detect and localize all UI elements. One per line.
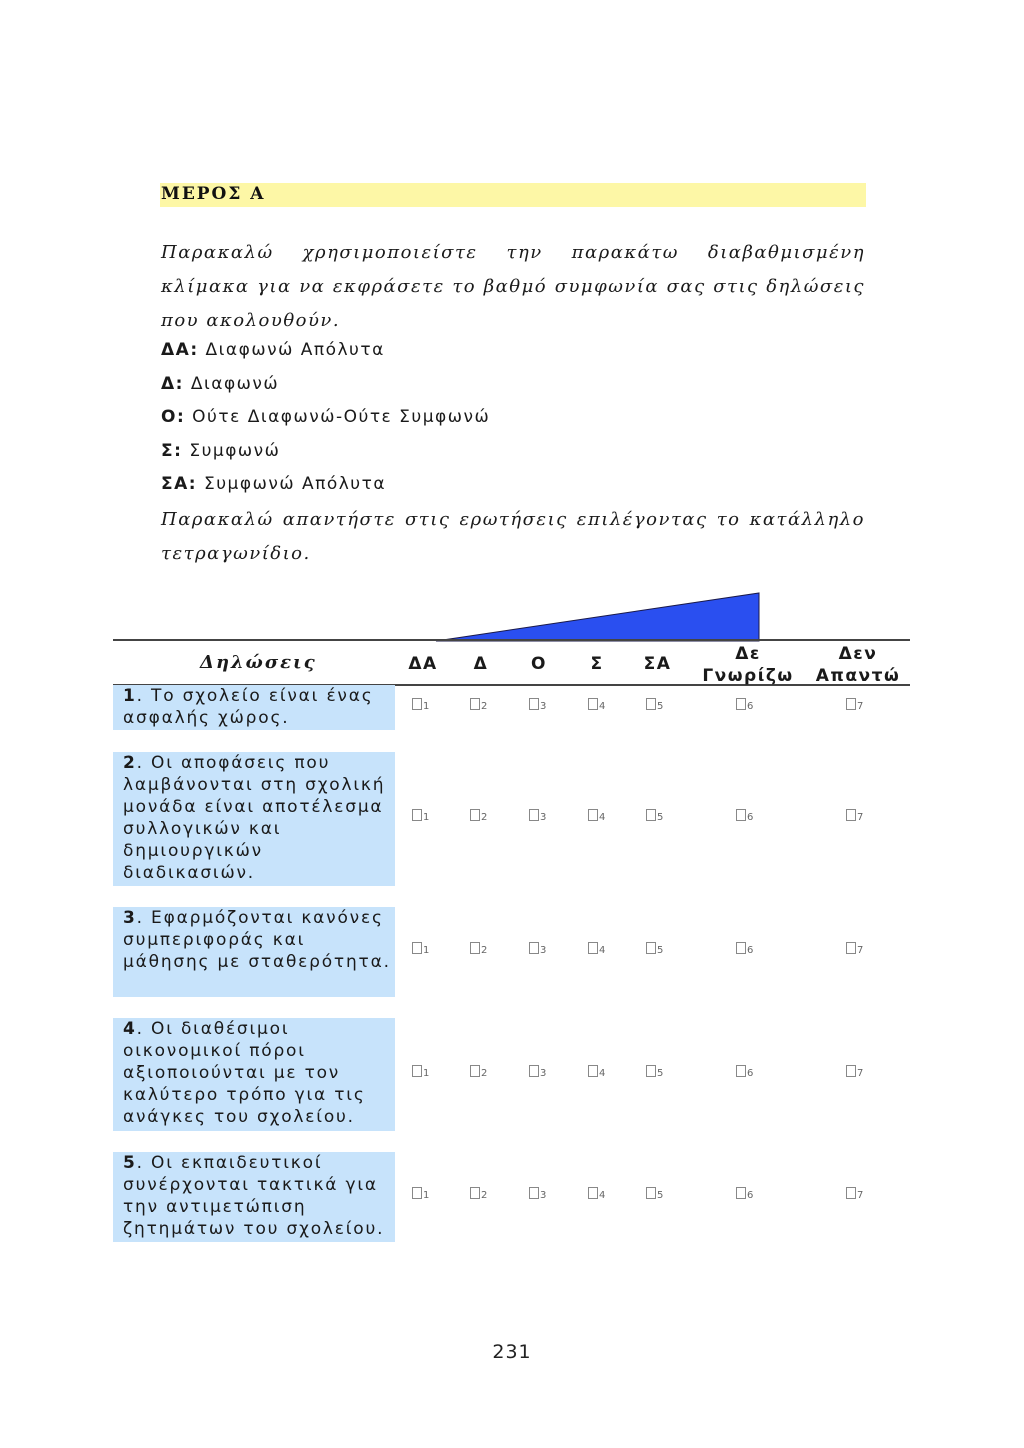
checkbox-square-icon[interactable] (412, 698, 422, 710)
answer-checkbox-6[interactable] (736, 1065, 753, 1077)
checkbox-square-icon[interactable] (470, 1065, 480, 1077)
answer-checkbox-1[interactable] (412, 698, 429, 710)
statement-number: 4 (123, 1019, 137, 1039)
option-number: 5 (657, 1067, 664, 1079)
option-number: 4 (599, 1067, 606, 1079)
answer-checkbox-3[interactable] (529, 942, 546, 954)
scale-triangle (436, 593, 759, 641)
checkbox-square-icon[interactable] (646, 1187, 656, 1199)
option-number: 2 (481, 945, 488, 956)
answer-checkbox-2[interactable] (470, 1187, 487, 1199)
option-number: 7 (857, 812, 864, 823)
answer-checkbox-3[interactable] (529, 809, 546, 821)
instruction-paragraph: Παρακαλώ απαντήστε στις ερωτήσεις επιλέγοντας το κατάλληλο τετραγωνίδιο. (161, 509, 865, 564)
checkbox-square-icon[interactable] (588, 698, 598, 710)
checkbox-square-icon[interactable] (588, 942, 598, 954)
option-number: 1 (423, 945, 430, 956)
checkbox-square-icon[interactable] (736, 698, 746, 710)
answer-checkbox-3[interactable] (529, 1187, 546, 1199)
checkbox-square-icon[interactable] (412, 809, 422, 821)
legend-meaning: Συμφωνώ Απόλυτα (203, 474, 387, 494)
statement-cell (113, 1018, 395, 1131)
answer-checkbox-5[interactable] (646, 1065, 663, 1077)
answer-checkbox-4[interactable] (588, 698, 605, 710)
checkbox-square-icon[interactable] (470, 1187, 480, 1199)
checkbox-square-icon[interactable] (846, 809, 856, 821)
option-number: 6 (747, 700, 754, 712)
statement-text: . Εφαρμόζονται κανόνες συμπεριφοράς και μάθησης με σταθερότητα. (123, 908, 391, 972)
option-number: 4 (599, 812, 606, 823)
checkbox-square-icon[interactable] (529, 1065, 539, 1077)
answer-checkbox-7[interactable] (846, 942, 863, 954)
legend-code: ΔΑ: (161, 340, 199, 360)
legend-meaning: Ούτε Διαφωνώ-Ούτε Συμφωνώ (192, 407, 491, 427)
statement-cell (113, 907, 395, 997)
answer-checkbox-5[interactable] (646, 809, 663, 821)
option-number: 3 (540, 812, 547, 823)
answer-checkbox-4[interactable] (588, 809, 605, 821)
checkbox-square-icon[interactable] (846, 942, 856, 954)
answer-checkbox-7[interactable] (846, 809, 863, 821)
legend-meaning: Διαφωνώ Απόλυτα (205, 340, 385, 360)
option-number: 6 (747, 945, 754, 956)
col-header-s: Σ (590, 654, 604, 674)
answer-checkbox-2[interactable] (470, 809, 487, 821)
option-number: 5 (657, 812, 664, 823)
checkbox-square-icon[interactable] (529, 809, 539, 821)
checkbox-square-icon[interactable] (736, 1065, 746, 1077)
col-header-line: Δε (735, 644, 761, 664)
option-number: 2 (481, 812, 488, 823)
checkbox-square-icon[interactable] (588, 809, 598, 821)
checkbox-square-icon[interactable] (529, 1187, 539, 1199)
option-number: 5 (657, 945, 664, 956)
checkbox-square-icon[interactable] (846, 1065, 856, 1077)
legend-code: Δ: (161, 374, 184, 394)
legend-code: Σ: (161, 441, 183, 461)
col-header-d: Δ (473, 654, 489, 674)
checkbox-square-icon[interactable] (529, 942, 539, 954)
statement-text: . Οι αποφάσεις που λαμβάνονται στη σχολική μονάδα είναι αποτέλεσμα συλλογικών και δημιουργικών διαδικασιών. (123, 753, 386, 883)
checkbox-square-icon[interactable] (736, 809, 746, 821)
col-header-o: Ο (531, 654, 547, 674)
answer-checkbox-6[interactable] (736, 942, 753, 954)
option-number: 3 (540, 700, 547, 712)
col-header-line: Δεν (838, 644, 878, 664)
checkbox-square-icon[interactable] (470, 698, 480, 710)
answer-checkbox-1[interactable] (412, 809, 429, 821)
answer-checkbox-4[interactable] (588, 1065, 605, 1077)
answer-checkbox-4[interactable] (588, 1187, 605, 1199)
statement-number: 5 (123, 1153, 137, 1173)
statement-cell (113, 1152, 395, 1242)
answer-checkbox-1[interactable] (412, 942, 429, 954)
answer-checkbox-7[interactable] (846, 1065, 863, 1077)
legend-code: Ο: (161, 407, 186, 427)
checkbox-square-icon[interactable] (412, 942, 422, 954)
option-number: 4 (599, 945, 606, 956)
statement-number: 2 (123, 753, 137, 773)
answer-checkbox-3[interactable] (529, 1065, 546, 1077)
checkbox-square-icon[interactable] (588, 1065, 598, 1077)
answer-checkbox-3[interactable] (529, 698, 546, 710)
page-number: 231 (492, 1341, 532, 1363)
checkbox-square-icon[interactable] (470, 809, 480, 821)
option-number: 6 (747, 1067, 754, 1079)
answer-checkbox-7[interactable] (846, 1187, 863, 1199)
answer-checkbox-5[interactable] (646, 698, 663, 710)
checkbox-square-icon[interactable] (529, 698, 539, 710)
answer-checkbox-1[interactable] (412, 1065, 429, 1077)
option-number: 4 (599, 1190, 606, 1201)
col-header-da: ΔΑ (408, 654, 438, 674)
statement-text: . Οι εκπαιδευτικοί συνέρχονται τακτικά για την αντιμετώπιση ζητημάτων του σχολείου. (123, 1153, 385, 1239)
checkbox-square-icon[interactable] (412, 1187, 422, 1199)
statement-number: 1 (123, 686, 137, 706)
option-number: 5 (657, 700, 664, 712)
col-header-line: Απαντώ (815, 666, 901, 686)
option-number: 6 (747, 1190, 754, 1201)
answer-checkbox-2[interactable] (470, 1065, 487, 1077)
statement-cell (113, 685, 395, 730)
col-header-line: Γνωρίζω (702, 666, 794, 686)
checkbox-square-icon[interactable] (846, 698, 856, 710)
checkbox-square-icon[interactable] (736, 942, 746, 954)
col-header-dont-know (693, 643, 803, 687)
option-number: 1 (423, 1067, 430, 1079)
statement-text: . Οι διαθέσιμοι οικονομικοί πόροι αξιοποιούνται με τον καλύτερο τρόπο για τις ανάγκες του σχολείου. (123, 1019, 366, 1127)
option-number: 5 (657, 1190, 664, 1201)
answer-checkbox-6[interactable] (736, 809, 753, 821)
answer-checkbox-7[interactable] (846, 698, 863, 710)
statements-header: Δηλώσεις (200, 652, 317, 673)
col-header-no-answer (808, 643, 908, 687)
option-number: 7 (857, 945, 864, 956)
option-number: 2 (481, 1190, 488, 1201)
answer-checkbox-2[interactable] (470, 942, 487, 954)
option-number: 4 (599, 700, 606, 712)
checkbox-square-icon[interactable] (646, 942, 656, 954)
answer-checkbox-2[interactable] (470, 698, 487, 710)
checkbox-square-icon[interactable] (846, 1187, 856, 1199)
statement-number: 3 (123, 908, 137, 928)
option-number: 3 (540, 1190, 547, 1201)
checkbox-square-icon[interactable] (470, 942, 480, 954)
checkbox-square-icon[interactable] (646, 698, 656, 710)
option-number: 3 (540, 945, 547, 956)
statement-cell (113, 752, 395, 886)
section-title: ΜΕΡΟΣ Α (161, 184, 266, 204)
answer-checkbox-4[interactable] (588, 942, 605, 954)
intro-paragraph: Παρακαλώ χρησιμοποιείστε την παρακάτω διαβαθμισμένη κλίμακα για να εκφράσετε το βαθμό συμφωνία σας στις δηλώσεις που ακολουθούν. (161, 242, 865, 331)
option-number: 7 (857, 700, 864, 712)
option-number: 1 (423, 700, 430, 712)
table-top-rule (113, 639, 910, 641)
checkbox-square-icon[interactable] (646, 1065, 656, 1077)
checkbox-square-icon[interactable] (736, 1187, 746, 1199)
option-number: 7 (857, 1190, 864, 1201)
legend-code: ΣΑ: (161, 474, 198, 494)
checkbox-square-icon[interactable] (412, 1065, 422, 1077)
legend-meaning: Διαφωνώ (190, 374, 280, 394)
answer-checkbox-5[interactable] (646, 942, 663, 954)
answer-checkbox-6[interactable] (736, 698, 753, 710)
agreement-scale-wedge (0, 0, 1024, 700)
option-number: 2 (481, 1067, 488, 1079)
option-number: 3 (540, 1067, 547, 1079)
answer-checkbox-5[interactable] (646, 1187, 663, 1199)
legend-meaning: Συμφωνώ (189, 441, 281, 461)
option-number: 6 (747, 812, 754, 823)
checkbox-square-icon[interactable] (646, 809, 656, 821)
option-number: 7 (857, 1067, 864, 1079)
option-number: 2 (481, 700, 488, 712)
answer-checkbox-6[interactable] (736, 1187, 753, 1199)
answer-checkbox-1[interactable] (412, 1187, 429, 1199)
option-number: 1 (423, 1190, 430, 1201)
checkbox-square-icon[interactable] (588, 1187, 598, 1199)
option-number: 1 (423, 812, 430, 823)
statement-text: . Το σχολείο είναι ένας ασφαλής χώρος. (123, 686, 374, 728)
col-header-sa: ΣΑ (643, 654, 672, 674)
